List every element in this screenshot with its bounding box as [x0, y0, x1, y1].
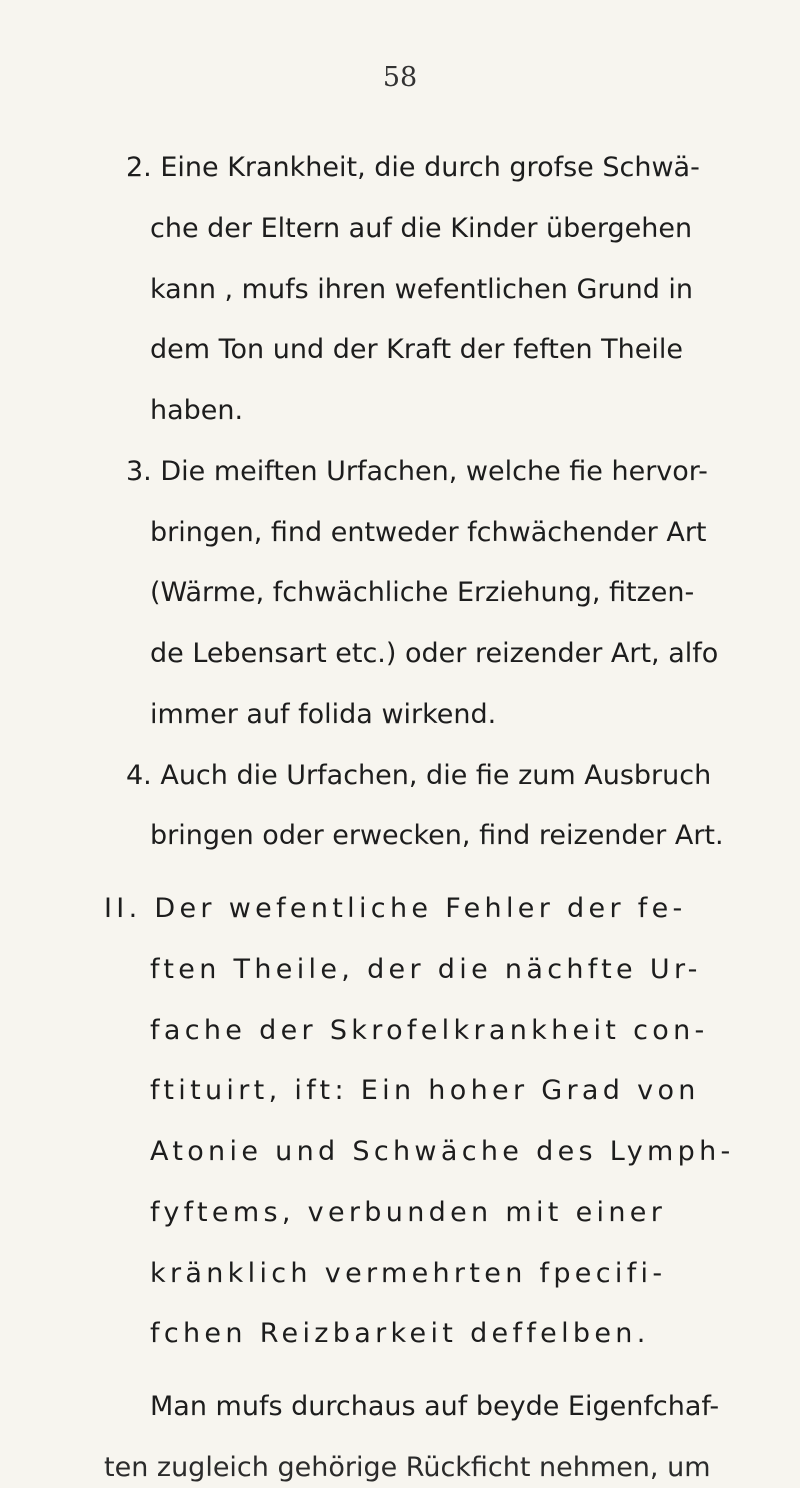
text-line: fyftems, verbunden mit einer [150, 1197, 667, 1228]
page-number: 58 [382, 62, 418, 93]
text-line: bringen, find entweder fchwächender Art [150, 517, 707, 548]
text-line: 2. Eine Krankheit, die durch grofse Schwä‐ [126, 152, 700, 183]
text-line: bringen oder erwecken, find reizender Art. [150, 820, 724, 851]
text-line: ten zugleich gehörige Rückficht nehmen, um [104, 1452, 711, 1483]
text-line: fache der Skrofelkrankheit con- [150, 1015, 709, 1046]
text-line: kränklich vermehrten fpecifi- [150, 1258, 667, 1289]
text-line: (Wärme, fchwächliche Erziehung, fitzen- [150, 577, 695, 608]
text-line: 3. Die meiften Urfachen, welche fie hervor- [126, 456, 708, 487]
text-line: Man mufs durchaus auf beyde Eigenfchaf- [150, 1391, 720, 1422]
text-line: fchen Reizbarkeit deffelben. [150, 1318, 650, 1349]
text-line: haben. [150, 395, 244, 426]
text-line: ften Theile, der die nächfte Ur- [150, 954, 702, 985]
text-line: de Lebensart etc.) oder reizender Art, alfo [150, 638, 719, 669]
text-line: che der Eltern auf die Kinder übergehen [150, 213, 693, 244]
text-line: Atonie und Schwäche des Lymph- [150, 1136, 735, 1167]
text-line: ftituirt, ift: Ein hoher Grad von [150, 1075, 700, 1106]
text-line: dem Ton und der Kraft der feften Theile [150, 334, 683, 365]
text-line: immer auf folida wirkend. [150, 699, 497, 730]
text-line: 4. Auch die Urfachen, die fie zum Ausbruch [126, 760, 712, 791]
text-line: II. Der wefentliche Fehler der fe- [104, 893, 687, 924]
text-line: kann , mufs ihren wefentlichen Grund in [150, 274, 694, 305]
